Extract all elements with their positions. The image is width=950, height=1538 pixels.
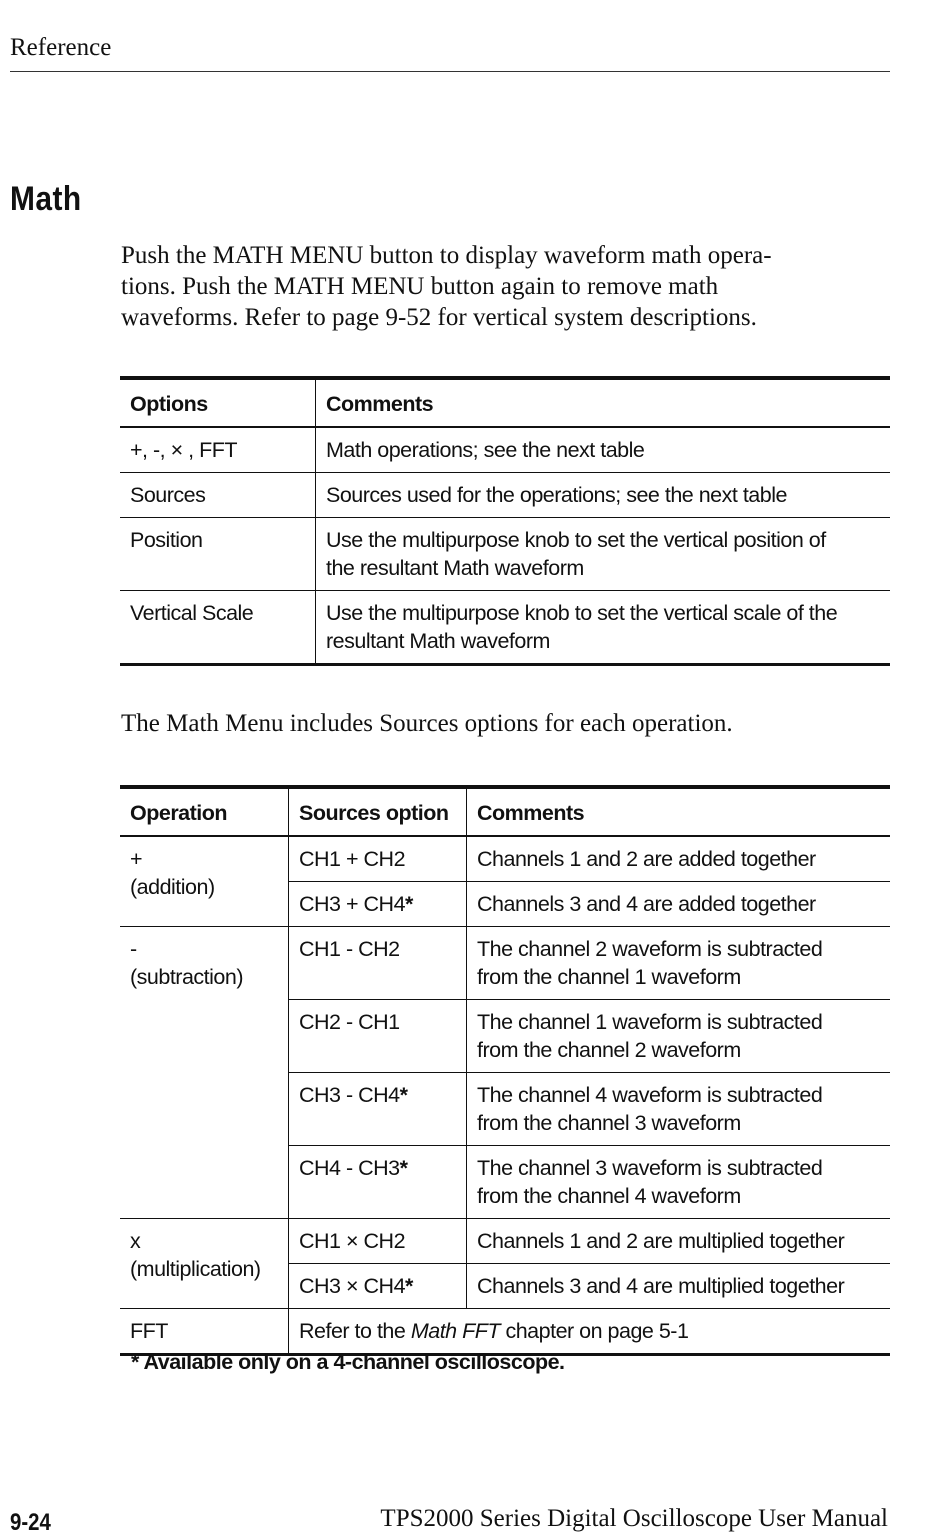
- sources-intro-text: The Math Menu includes Sources options for each operation.: [121, 710, 733, 737]
- table-header-row: [120, 378, 890, 427]
- running-header: Reference: [10, 34, 112, 61]
- source-text: CH3 + CH4: [299, 892, 406, 916]
- section-title: Math: [10, 180, 82, 218]
- comment-line: The channel 1 waveform is subtracted: [477, 1010, 823, 1034]
- comment-cell: Sources used for the operations; see the next table: [326, 483, 787, 507]
- operation-name: (addition): [130, 875, 215, 899]
- table-header-row: [120, 787, 890, 836]
- source-cell: [289, 927, 467, 1000]
- intro-line: tions. Push the MATH MENU button again to remove math: [121, 273, 719, 300]
- operation-cell-addition: [120, 836, 289, 927]
- comment-line: Use the multipurpose knob to set the vertical scale of the: [326, 601, 838, 625]
- table-footnote: * Available only on a 4-channel oscilloscope.: [131, 1350, 565, 1374]
- comment-cell: [316, 591, 891, 665]
- source-cell: [289, 882, 467, 927]
- comment-cell: Channels 3 and 4 are added together: [467, 882, 891, 927]
- comment-line: The channel 2 waveform is subtracted: [477, 937, 823, 961]
- page-number: 9-24: [10, 1509, 51, 1536]
- footnote-marker: *: [405, 1274, 413, 1298]
- comment-line: resultant Math waveform: [326, 629, 550, 653]
- operation-symbol: x: [130, 1229, 141, 1253]
- comment-cell: [467, 1073, 891, 1146]
- operation-name: (subtraction): [130, 965, 243, 989]
- comment-line: from the channel 3 waveform: [477, 1111, 741, 1135]
- comment-cell: [467, 1146, 891, 1219]
- source-cell: [289, 1264, 467, 1309]
- intro-line: waveforms. Refer to page 9-52 for vertical system descriptions.: [121, 304, 757, 331]
- source-text: CH2 - CH1: [299, 1010, 400, 1034]
- source-text: CH4 - CH3: [299, 1156, 400, 1180]
- source-text: CH3 - CH4: [299, 1083, 400, 1107]
- comment-line: the resultant Math waveform: [326, 556, 584, 580]
- source-text: CH1 + CH2: [299, 847, 406, 871]
- comment-line: from the channel 4 waveform: [477, 1184, 741, 1208]
- comment-cell: [467, 927, 891, 1000]
- operation-cell-fft: FFT: [120, 1309, 289, 1355]
- comment-line: from the channel 2 waveform: [477, 1038, 741, 1062]
- footnote-marker: *: [405, 892, 413, 916]
- comment-cell: [467, 1000, 891, 1073]
- operation-symbol: +: [130, 847, 143, 871]
- comment-cell: Channels 1 and 2 are added together: [467, 836, 891, 882]
- header-rule: [10, 71, 890, 72]
- column-header-operation: Operation: [120, 787, 289, 836]
- operation-symbol: -: [130, 937, 137, 961]
- table-row: [120, 1219, 890, 1264]
- fft-comment-cell: [289, 1309, 891, 1355]
- comment-line: The channel 3 waveform is subtracted: [477, 1156, 823, 1180]
- operation-name: (multiplication): [130, 1257, 261, 1281]
- source-cell: [289, 836, 467, 882]
- column-header-options: Options: [120, 378, 316, 427]
- comment-line: from the channel 1 waveform: [477, 965, 741, 989]
- comment-cell: Channels 3 and 4 are multiplied together: [467, 1264, 891, 1309]
- comment-line: Use the multipurpose knob to set the vertical position of: [326, 528, 826, 552]
- table-row: [120, 591, 890, 665]
- comment-line: The channel 4 waveform is subtracted: [477, 1083, 823, 1107]
- table-row: [120, 518, 890, 591]
- source-cell: [289, 1073, 467, 1146]
- operation-cell-multiplication: [120, 1219, 289, 1309]
- table-row: [120, 473, 890, 518]
- source-text: CH1 - CH2: [299, 937, 400, 961]
- footnote-marker: *: [399, 1083, 408, 1107]
- intro-paragraph: [121, 240, 881, 333]
- source-cell: [289, 1000, 467, 1073]
- manual-title: TPS2000 Series Digital Oscilloscope User Manual: [380, 1505, 888, 1532]
- comment-cell: [316, 518, 891, 591]
- column-header-comments: Comments: [326, 392, 434, 416]
- source-cell: [289, 1146, 467, 1219]
- comment-cell: Channels 1 and 2 are multiplied together: [467, 1219, 891, 1264]
- options-table: [120, 376, 890, 666]
- operation-cell-subtraction: [120, 927, 289, 1219]
- table-row: [120, 836, 890, 882]
- option-cell: +, -, × , FFT: [120, 427, 316, 473]
- intro-line: Push the MATH MENU button to display waveform math opera-: [121, 242, 772, 269]
- fft-text-before: Refer to the: [299, 1319, 411, 1343]
- source-text: CH3 × CH4: [299, 1274, 406, 1298]
- table-row: [120, 427, 890, 473]
- option-cell: Sources: [120, 473, 316, 518]
- column-header-comments: Comments: [477, 801, 585, 825]
- comment-cell: Math operations; see the next table: [326, 438, 645, 462]
- footnote-marker: *: [399, 1156, 408, 1180]
- table-row: [120, 927, 890, 1000]
- table-row: [120, 1309, 890, 1355]
- fft-chapter-reference: Math FFT: [410, 1319, 500, 1343]
- source-cell: [289, 1219, 467, 1264]
- operations-table: [120, 785, 890, 1356]
- option-cell: Position: [120, 518, 316, 591]
- option-cell: Vertical Scale: [120, 591, 316, 665]
- fft-text-after: chapter on page 5-1: [500, 1319, 689, 1343]
- column-header-sources-option: Sources option: [289, 787, 467, 836]
- source-text: CH1 × CH2: [299, 1229, 406, 1253]
